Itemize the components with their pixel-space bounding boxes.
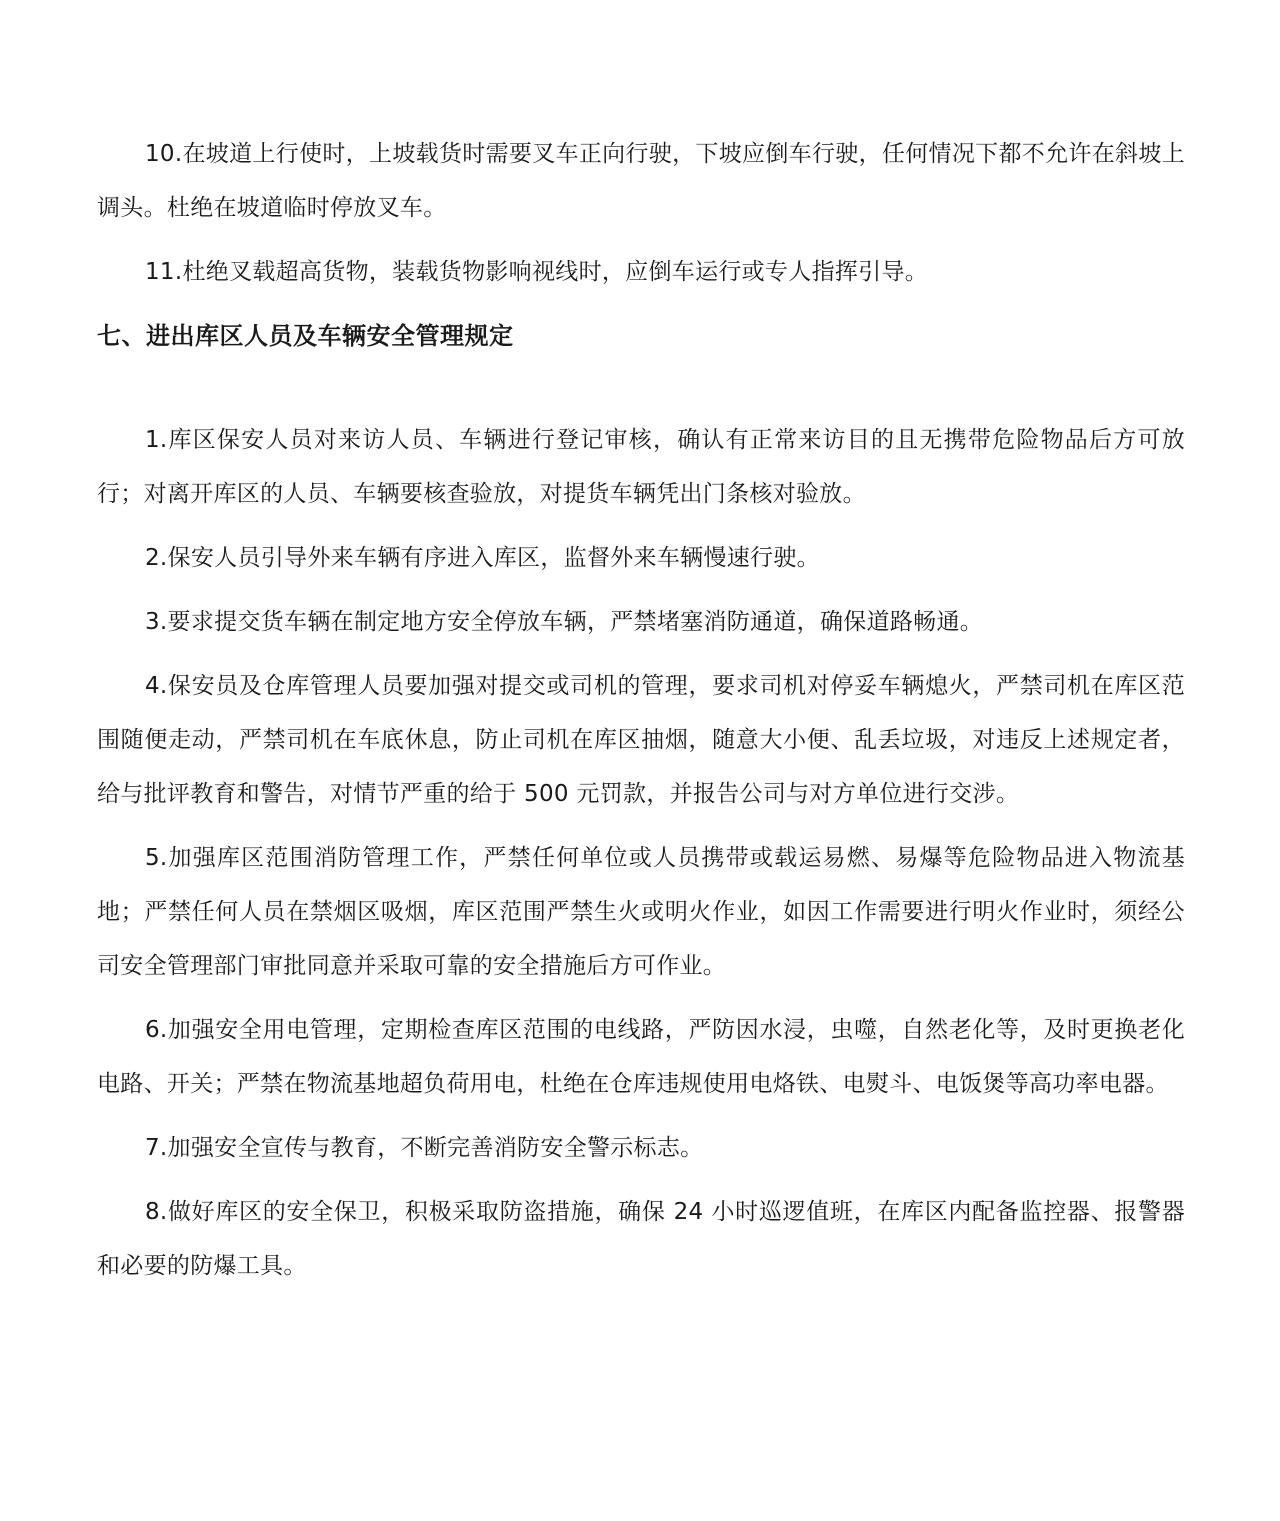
paragraph-forklift-11: 11.杜绝叉载超高货物，装载货物影响视线时，应倒车运行或专人指挥引导。 <box>145 259 929 285</box>
paragraph-rule-2: 2.保安人员引导外来车辆有序进入库区，监督外来车辆慢速行驶。 <box>145 545 820 571</box>
paragraph-rule-3: 3.要求提交货车辆在制定地方安全停放车辆，严禁堵塞消防通道，确保道路畅通。 <box>145 609 984 635</box>
paragraph-rule-1: 1.库区保安人员对来访人员、车辆进行登记审核，确认有正常来访目的且无携带危险物品后方可放行；对离开库区的人员、车辆要核查验放，对提货车辆凭出门条核对验放。 <box>97 427 1185 507</box>
paragraph-rule-6: 6.加强安全用电管理，定期检查库区范围的电线路，严防因水浸，虫噬，自然老化等，及时更换老化电路、开关；严禁在物流基地超负荷用电，杜绝在仓库违规使用电烙铁、电熨斗、电饭煲等高功率电器。 <box>97 1017 1185 1097</box>
paragraph-rule-4: 4.保安员及仓库管理人员要加强对提交或司机的管理，要求司机对停妥车辆熄火，严禁司机在库区范围随便走动，严禁司机在车底休息，防止司机在库区抽烟，随意大小便、乱丢垃圾，对违反上述规定者，给与批评教育和警告，对情节严重的给于 500 元罚款，并报告公司与对方单位进行交涉。 <box>97 673 1185 807</box>
document-page <box>97 127 1185 1303</box>
paragraph-rule-8: 8.做好库区的安全保卫，积极采取防盗措施，确保 24 小时巡逻值班，在库区内配备监控器、报警器和必要的防爆工具。 <box>97 1199 1185 1279</box>
paragraph-rule-7: 7.加强安全宣传与教育，不断完善消防安全警示标志。 <box>145 1135 704 1161</box>
section-heading: 七、进出库区人员及车辆安全管理规定 <box>97 322 514 350</box>
paragraph-forklift-10: 10.在坡道上行使时，上坡载货时需要叉车正向行驶，下坡应倒车行驶，任何情况下都不允许在斜坡上调头。杜绝在坡道临时停放叉车。 <box>97 141 1185 221</box>
paragraph-rule-5: 5.加强库区范围消防管理工作，严禁任何单位或人员携带或载运易燃、易爆等危险物品进入物流基地；严禁任何人员在禁烟区吸烟，库区范围严禁生火或明火作业，如因工作需要进行明火作业时，须经公司安全管理部门审批同意并采取可靠的安全措施后方可作业。 <box>97 845 1185 979</box>
